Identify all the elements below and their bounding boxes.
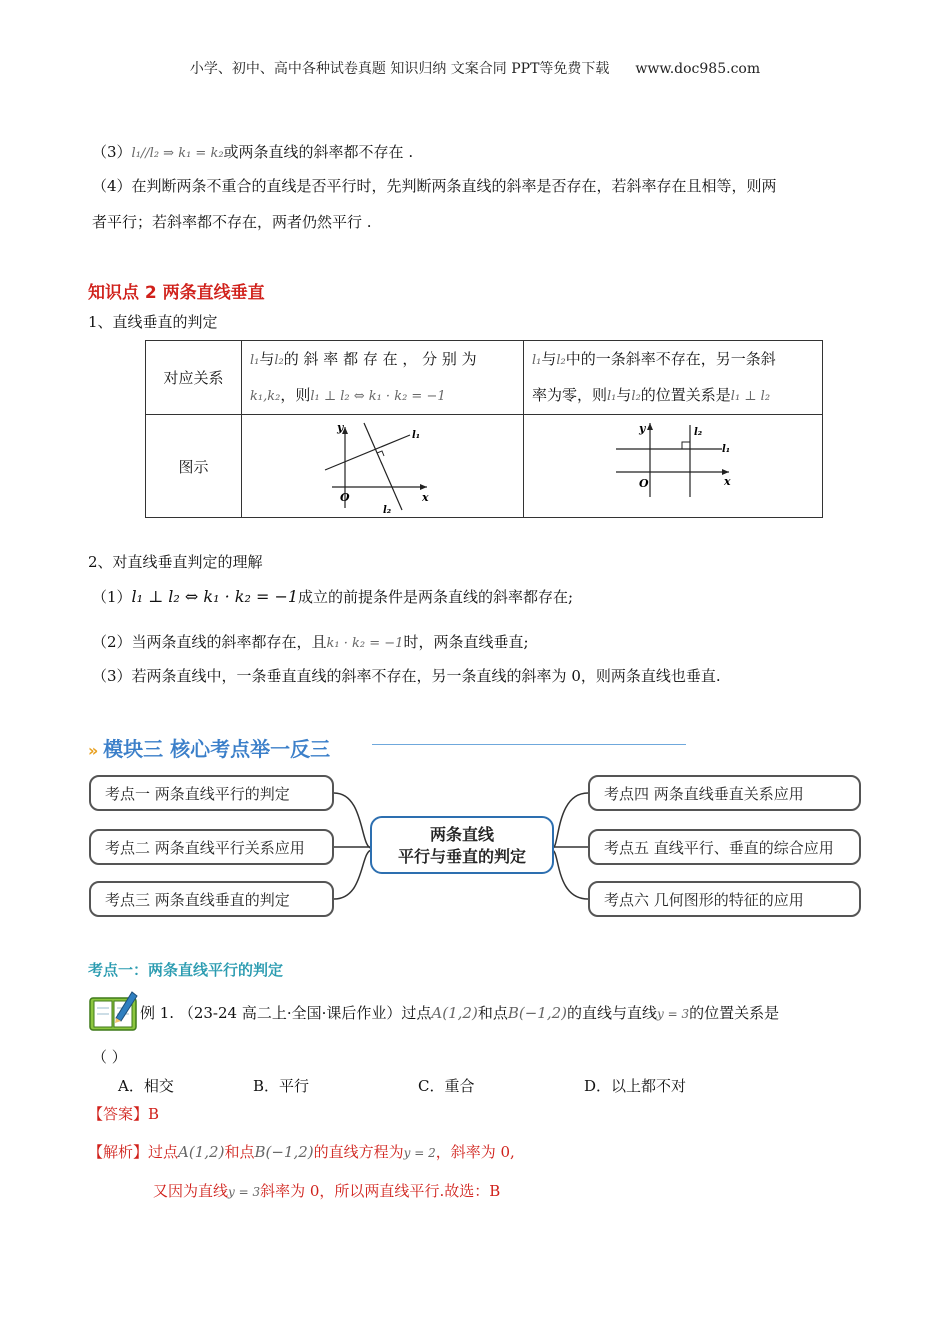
understanding-2: [92, 631, 529, 652]
fig2-origin-label: O: [639, 477, 649, 490]
kd1-title: 考点一：两条直线平行的判定: [88, 961, 284, 979]
math-l2: l₂: [274, 352, 284, 368]
page-header: [0, 58, 950, 78]
ex-point-b: B(−1,2): [507, 1004, 567, 1022]
perpendicular-table: [145, 340, 823, 518]
text-with: 与: [616, 385, 632, 404]
text-with: 与: [259, 349, 275, 368]
ex-text3: 的直线与直线: [566, 1004, 657, 1022]
fig1-l1-label: l₁: [412, 430, 421, 441]
module-title: 模块三 核心考点举一反三: [103, 737, 331, 761]
item-3-math: l₁//l₂ ⇒ k₁ = k₂: [131, 146, 224, 161]
figure-2-svg: [524, 415, 822, 517]
fig2-l1-label: l₁: [722, 444, 731, 455]
math-l1: l₁: [607, 388, 617, 404]
mindmap-center: [370, 816, 554, 874]
item-3-label: （3）: [92, 143, 132, 161]
ex-point-a: A(1,2): [431, 1004, 478, 1022]
fig1-origin-label: O: [340, 491, 350, 504]
option-b[interactable]: B．平行: [253, 1077, 310, 1095]
ana-point-a: A(1,2): [178, 1143, 225, 1161]
analysis-line-1: [88, 1141, 515, 1162]
answer-line: 【答案】B: [88, 1105, 160, 1123]
chevron-double-icon: »: [88, 741, 99, 760]
center-line-2: 平行与垂直的判定: [397, 847, 526, 866]
math-l2: l₂: [631, 388, 641, 404]
math-perp: l₁ ⊥ l₂: [730, 388, 771, 404]
ana-point-b: B(−1,2): [254, 1143, 314, 1161]
topic-box-3[interactable]: 考点三 两条直线垂直的判定: [89, 881, 334, 917]
table-head-figure: 图示: [146, 415, 242, 518]
option-d[interactable]: D．以上都不对: [584, 1077, 687, 1095]
example-1: [140, 1002, 779, 1023]
math-l1: l₁: [532, 352, 542, 368]
ana-t1: 过点: [148, 1143, 179, 1161]
fig2-l2-label: l₂: [694, 427, 703, 438]
ana2-line-y3: y = 3: [228, 1185, 261, 1199]
module-banner: [88, 733, 330, 762]
math-l2: l₂: [556, 352, 566, 368]
text-then: ，则: [280, 385, 311, 404]
analysis-label: 【解析】: [88, 1143, 149, 1161]
option-c[interactable]: C．重合: [418, 1077, 475, 1095]
topic-box-6[interactable]: 考点六 几何图形的特征的应用: [588, 881, 861, 917]
item-3: [92, 140, 413, 166]
figure-oblique-perpendicular: [242, 415, 524, 518]
ex-text2: 和点: [477, 1004, 508, 1022]
table-head-relation: 对应关系: [146, 341, 242, 415]
fig1-y-label: y: [337, 421, 344, 434]
u2-text2: 时，两条直线垂直;: [403, 633, 529, 651]
ex-line-y3: y = 3: [657, 1007, 690, 1021]
fig2-y-label: y: [639, 422, 646, 435]
ana-line-y2: y = 2: [403, 1146, 436, 1160]
u1-math: l₁ ⊥ l₂ ⇔ k₁ · k₂ = −1: [131, 587, 299, 606]
ana-t2: 和点: [224, 1143, 255, 1161]
topic-box-2[interactable]: 考点二 两条直线平行关系应用: [89, 829, 334, 865]
option-a[interactable]: A．相交: [118, 1077, 174, 1095]
ana-t3: 的直线方程为: [313, 1143, 404, 1161]
header-site: www.doc985.com: [635, 61, 761, 77]
ana2-t1: 又因为直线: [153, 1182, 229, 1200]
item-4-line2: 者平行；若斜率都不存在，两者仍然平行 .: [92, 213, 372, 231]
table-cell-undefined-slope: [524, 341, 823, 415]
fig1-x-label: x: [422, 491, 429, 504]
text-slopes: 的 斜 率 都 存 在 ， 分 别 为: [283, 349, 477, 368]
answer-paren: （ ）: [92, 1048, 127, 1066]
section-title-kp2: 知识点 2 两条直线垂直: [88, 283, 265, 303]
text-one-undefined: 中的一条斜率不存在，另一条斜: [565, 349, 776, 368]
module-divider: [372, 744, 686, 745]
kp2-sub2: 2、对直线垂直判定的理解: [88, 553, 263, 571]
fig1-l2-label: l₂: [383, 505, 392, 516]
fig2-x-label: x: [724, 475, 731, 488]
math-k: k₁,k₂: [250, 388, 281, 404]
topic-box-4[interactable]: 考点四 两条直线垂直关系应用: [588, 775, 861, 811]
ex-text1: 例 1. （23-24 高二上·全国·课后作业）过点: [140, 1004, 432, 1022]
u2-text1: （2）当两条直线的斜率都存在，且: [92, 633, 327, 651]
ex-text4: 的位置关系是: [689, 1004, 780, 1022]
ana2-t2: 斜率为 0，所以两直线平行.故选：B: [260, 1182, 501, 1200]
book-pencil-icon: [88, 988, 140, 1032]
center-line-1: 两条直线: [429, 825, 494, 844]
kp2-sub1: 1、直线垂直的判定: [88, 313, 218, 331]
math-l1: l₁: [250, 352, 260, 368]
understanding-1: [92, 586, 573, 607]
u2-math: k₁ · k₂ = −1: [326, 636, 404, 651]
table-cell-both-slopes: [242, 341, 524, 415]
item-4-line1: （4）在判断两条不重合的直线是否平行时，先判断两条直线的斜率是否存在，若斜率存在且相等，则两: [92, 177, 777, 195]
text-relation: 的位置关系是: [640, 385, 731, 404]
text-zero: 率为零，则: [532, 385, 608, 404]
math-perp-cond: l₁ ⊥ l₂ ⇔ k₁ · k₂ = −1: [310, 388, 446, 404]
figure-1-svg: [242, 415, 507, 517]
figure-axis-perpendicular: [524, 415, 823, 518]
understanding-3: （3）若两条直线中，一条垂直直线的斜率不存在，另一条直线的斜率为 0，则两条直线也垂直.: [92, 667, 721, 685]
ana-t4: ，斜率为 0,: [435, 1143, 515, 1161]
u1-text: 成立的前提条件是两条直线的斜率都存在;: [298, 588, 574, 606]
header-text: 小学、初中、高中各种试卷真题 知识归纳 文案合同 PPT等免费下载: [189, 61, 610, 77]
topic-box-5[interactable]: 考点五 直线平行、垂直的综合应用: [588, 829, 861, 865]
text-with: 与: [541, 349, 557, 368]
u1-label: （1）: [92, 588, 132, 606]
analysis-line-2: [153, 1180, 500, 1201]
item-3-text: 或两条直线的斜率都不存在 .: [223, 143, 414, 161]
topic-box-1[interactable]: 考点一 两条直线平行的判定: [89, 775, 334, 811]
